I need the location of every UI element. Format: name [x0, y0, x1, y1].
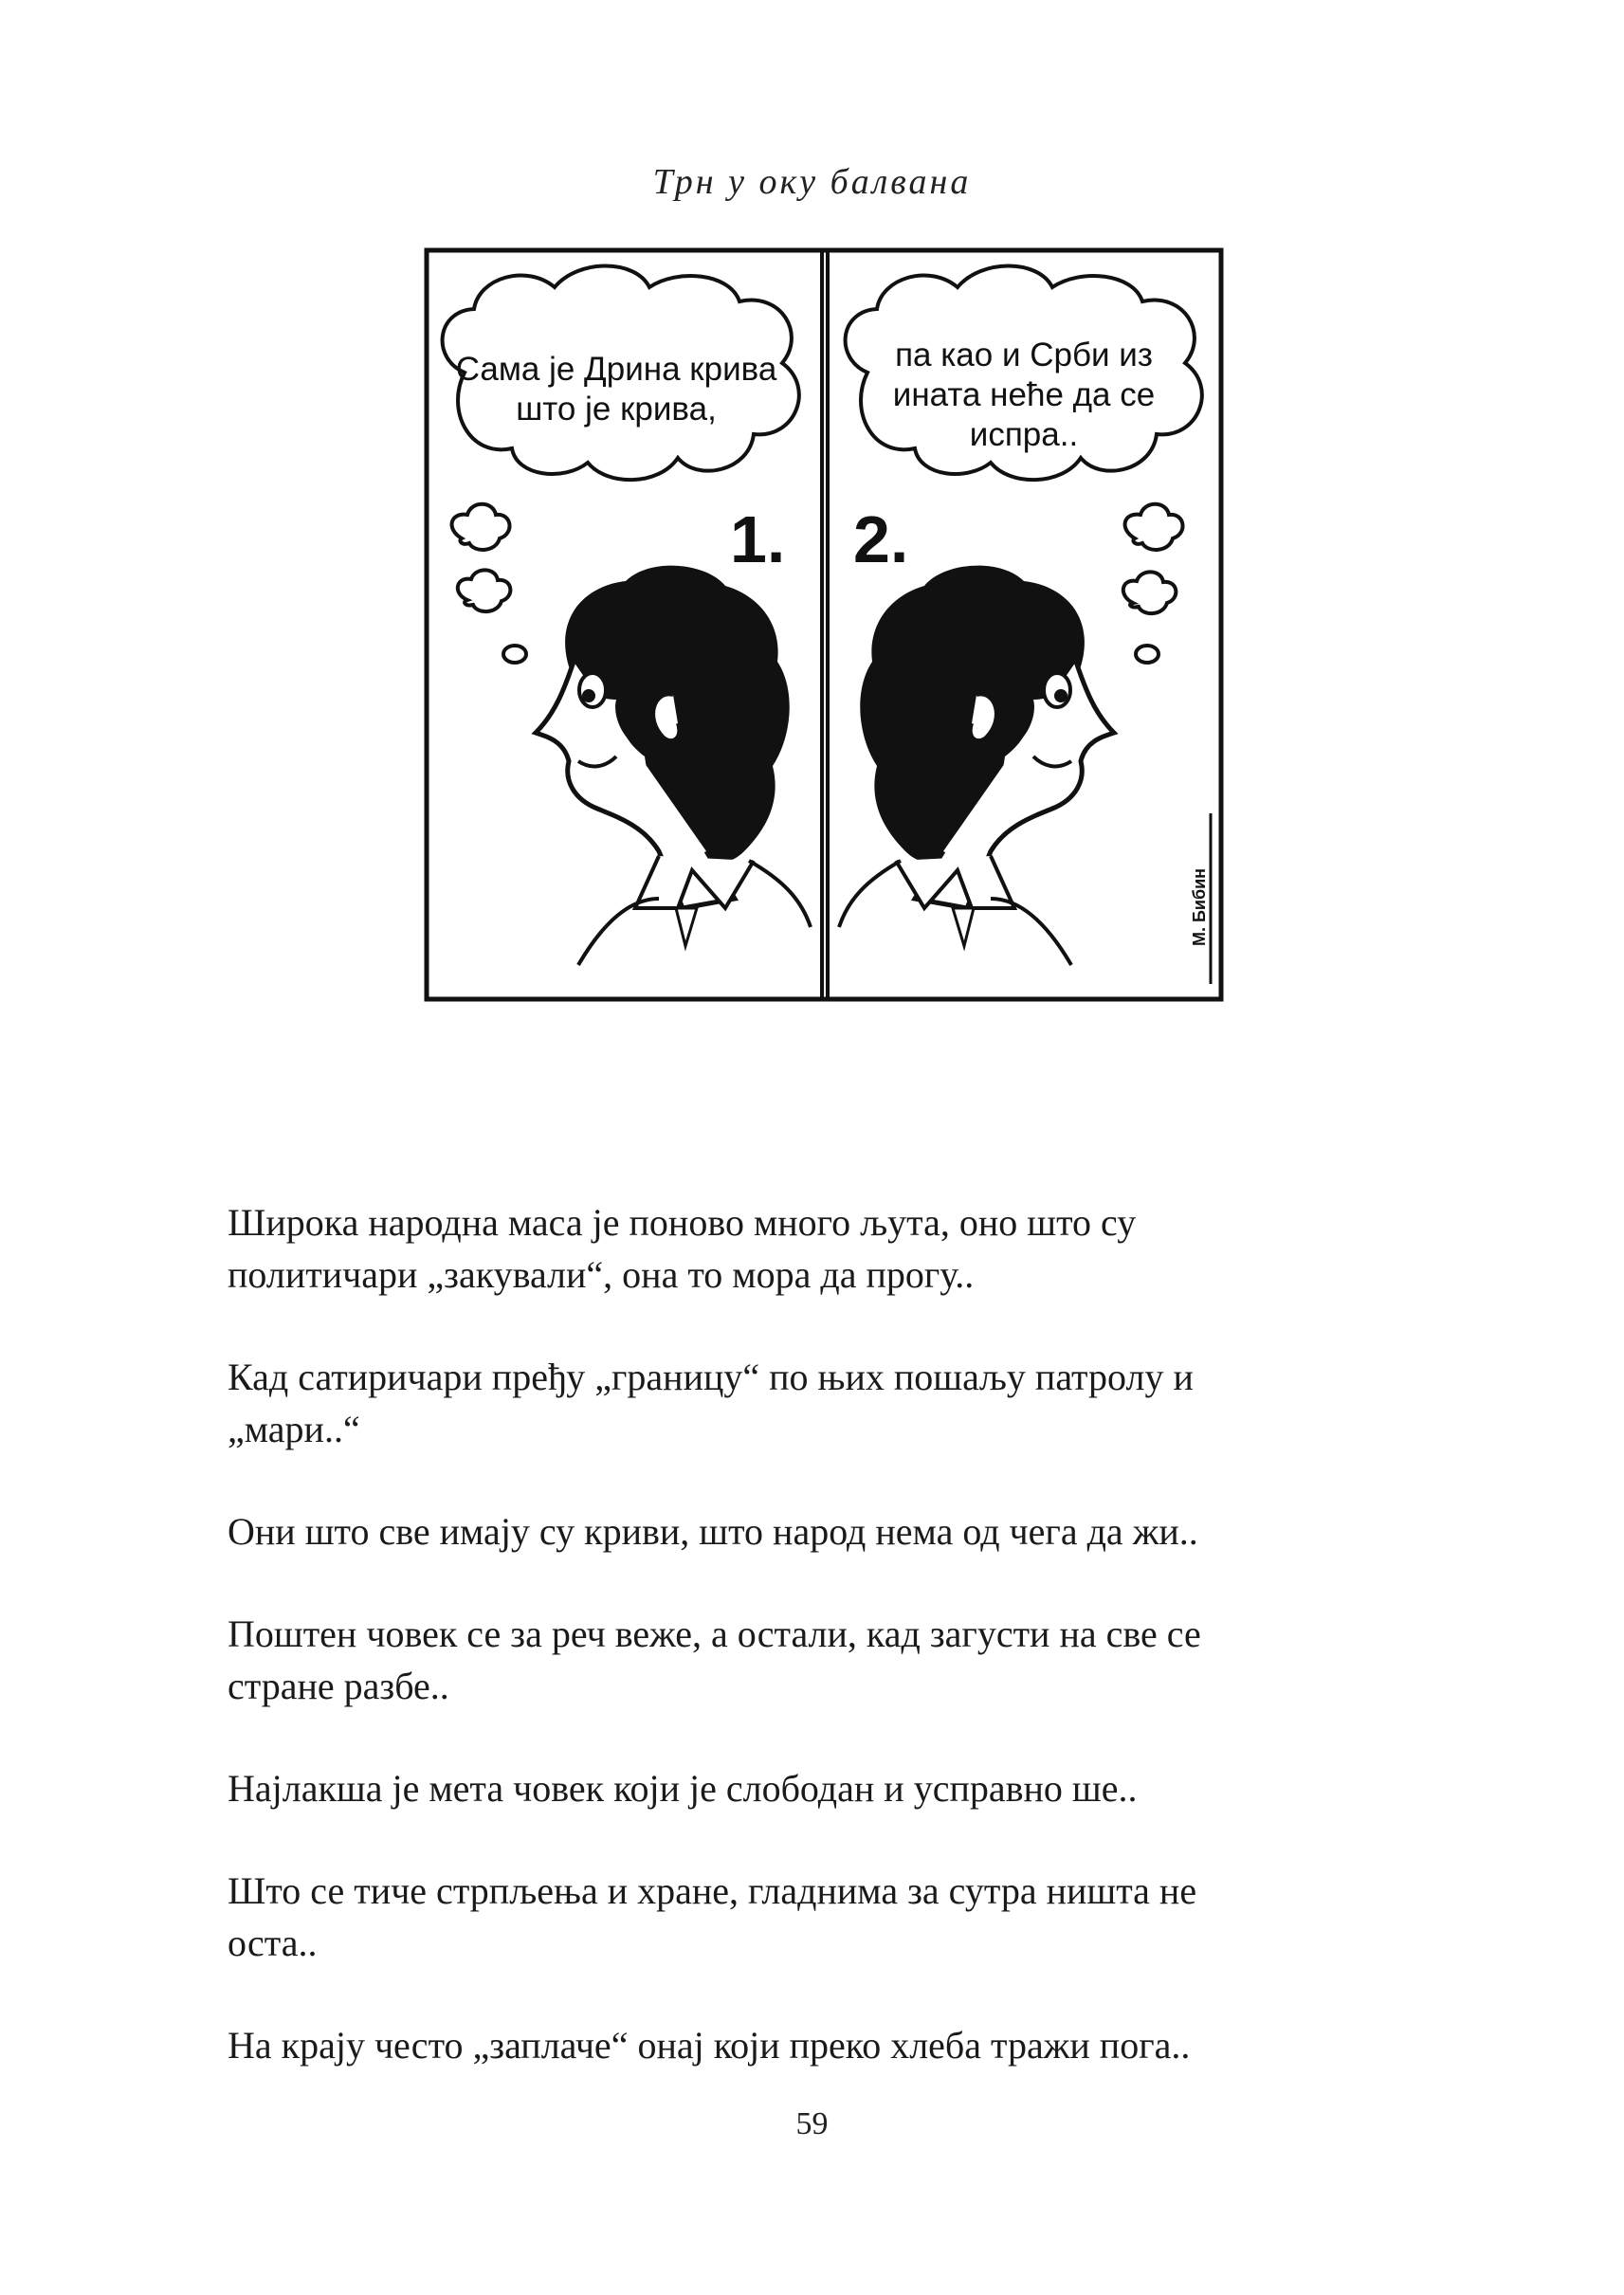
body-text	[228, 1196, 1422, 2122]
paragraph-2-line-2: „мари..“	[228, 1408, 360, 1450]
panel-1-number: 1.	[730, 502, 786, 576]
bubble-2-line-1: па као и Срби из	[895, 337, 1153, 373]
paragraph-6-line-1: Што се тиче стрпљења и хране, гладнима за сутра ништа не	[228, 1869, 1197, 1912]
small-cloud-2c	[1136, 646, 1159, 663]
paragraph-2	[228, 1351, 1422, 1455]
paragraph-6	[228, 1865, 1422, 1969]
paragraph-3	[228, 1505, 1422, 1557]
paragraph-1-line-2: политичари „закували“, она то мора да прогу..	[228, 1253, 975, 1296]
paragraph-4-line-1: Поштен човек се за реч веже, а остали, кад загусти на све се	[228, 1612, 1201, 1655]
panel-2-number: 2.	[853, 502, 909, 576]
cartoon-illustration	[422, 245, 1228, 1005]
cartoon-svg	[422, 245, 1228, 1005]
paragraph-2-line-1: Кад сатиричари пређу „границу“ по њих пошаљу патролу и	[228, 1356, 1194, 1398]
paragraph-1	[228, 1196, 1422, 1301]
paragraph-7-line-1: На крају често „заплаче“ онај који преко хлеба тражи пога..	[228, 2024, 1191, 2067]
paragraph-1-line-1: Широка народна маса је поново много љута, оно што су	[228, 1201, 1137, 1244]
eye-1	[579, 673, 606, 707]
bubble-1-line-2: што је крива,	[516, 391, 717, 428]
running-head: Трн у оку балвана	[652, 162, 972, 202]
bubble-1-line-1: Сама је Дрина крива	[455, 351, 777, 388]
paragraph-6-line-2: оста..	[228, 1922, 318, 1964]
pupil-1	[582, 689, 595, 702]
paragraph-4-line-2: стране разбе..	[228, 1665, 449, 1707]
artist-signature: М. Бибин	[1190, 867, 1209, 946]
paragraph-3-line-1: Они што све имају су криви, што народ нема од чега да жи..	[228, 1510, 1198, 1553]
paragraph-5-line-1: Најлакша је мета човек који је слободан и усправно ше..	[228, 1767, 1138, 1810]
small-cloud-1c	[503, 646, 526, 663]
paragraph-4	[228, 1608, 1422, 1712]
page-number: 59	[795, 2106, 829, 2141]
bubble-2-line-2: ината неће да се	[892, 376, 1156, 413]
paragraph-5	[228, 1762, 1422, 1814]
bubble-2-line-3: испра..	[969, 416, 1079, 453]
paragraph-7	[228, 2019, 1422, 2071]
